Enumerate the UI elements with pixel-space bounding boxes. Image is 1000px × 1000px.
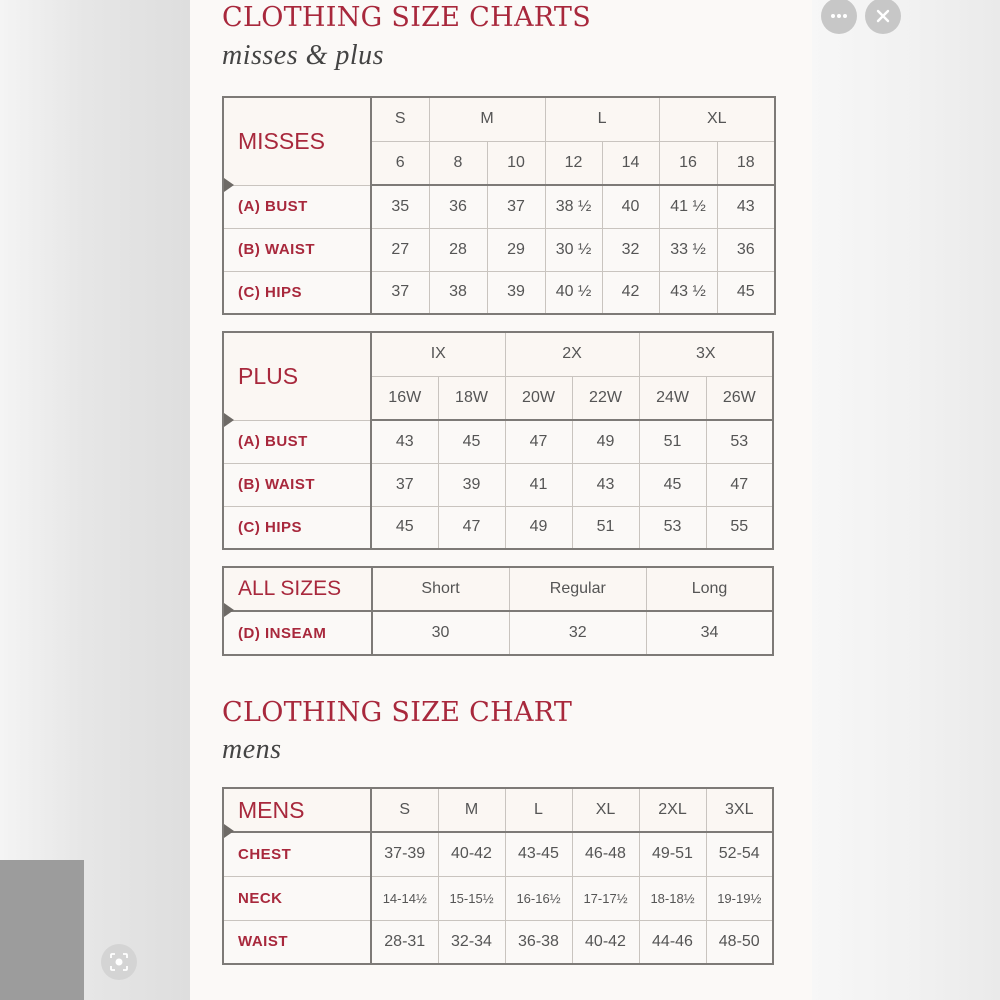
mens-label: MENS bbox=[223, 788, 371, 832]
table-cell: 37-39 bbox=[371, 832, 438, 876]
plus-table bbox=[222, 331, 774, 550]
table-cell: 40 ½ bbox=[545, 271, 602, 314]
mens-subtitle: mens bbox=[222, 734, 282, 765]
mens-size: L bbox=[505, 788, 572, 832]
row-label: WAIST bbox=[223, 920, 371, 964]
row-label: NECK bbox=[223, 876, 371, 920]
table-cell: 18-18½ bbox=[639, 876, 706, 920]
table-cell: 43-45 bbox=[505, 832, 572, 876]
misses-size: 16 bbox=[659, 141, 717, 185]
table-row bbox=[223, 420, 773, 463]
table-row bbox=[223, 832, 773, 876]
close-icon bbox=[876, 9, 890, 23]
table-cell: 41 ½ bbox=[659, 185, 717, 228]
table-cell: 38 bbox=[429, 271, 487, 314]
plus-group: 3X bbox=[639, 332, 773, 376]
misses-group: XL bbox=[659, 97, 775, 141]
misses-size: 12 bbox=[545, 141, 602, 185]
table-cell: 55 bbox=[706, 506, 773, 549]
table-cell: 43 bbox=[717, 185, 775, 228]
table-row bbox=[223, 876, 773, 920]
table-cell: 32-34 bbox=[438, 920, 505, 964]
table-cell: 40 bbox=[602, 185, 659, 228]
row-label: (B) WAIST bbox=[223, 463, 371, 506]
table-cell: 40-42 bbox=[438, 832, 505, 876]
misses-group: S bbox=[371, 97, 429, 141]
table-cell: 48-50 bbox=[706, 920, 773, 964]
table-cell: 47 bbox=[706, 463, 773, 506]
visual-search-icon bbox=[109, 952, 129, 972]
table-row bbox=[223, 463, 773, 506]
table-cell: 53 bbox=[706, 420, 773, 463]
mens-title: CLOTHING SIZE CHART bbox=[222, 697, 573, 728]
table-cell: 36 bbox=[717, 228, 775, 271]
table-cell: 49 bbox=[572, 420, 639, 463]
plus-size: 22W bbox=[572, 376, 639, 420]
table-row bbox=[223, 271, 775, 314]
misses-table bbox=[222, 96, 776, 315]
table-cell: 53 bbox=[639, 506, 706, 549]
table-cell: 32 bbox=[509, 611, 647, 655]
left-backdrop bbox=[0, 0, 190, 1000]
visual-search-button[interactable] bbox=[101, 944, 137, 980]
mens-size: XL bbox=[572, 788, 639, 832]
table-cell: 45 bbox=[371, 506, 438, 549]
table-cell: 19-19½ bbox=[706, 876, 773, 920]
all-sizes-label: ALL SIZES bbox=[223, 567, 372, 611]
table-cell: 27 bbox=[371, 228, 429, 271]
table-cell: 32 bbox=[602, 228, 659, 271]
table-cell: 51 bbox=[639, 420, 706, 463]
table-cell: 52-54 bbox=[706, 832, 773, 876]
misses-size: 6 bbox=[371, 141, 429, 185]
table-row bbox=[223, 611, 773, 655]
plus-group: 2X bbox=[505, 332, 639, 376]
table-row bbox=[223, 506, 773, 549]
plus-group: IX bbox=[371, 332, 505, 376]
table-cell: 37 bbox=[371, 271, 429, 314]
left-dark-strip bbox=[0, 860, 84, 1000]
mens-size: 3XL bbox=[706, 788, 773, 832]
table-cell: 42 bbox=[602, 271, 659, 314]
plus-size: 20W bbox=[505, 376, 572, 420]
table-cell: 44-46 bbox=[639, 920, 706, 964]
table-cell: 14-14½ bbox=[371, 876, 438, 920]
misses-group: M bbox=[429, 97, 545, 141]
table-cell: 39 bbox=[438, 463, 505, 506]
row-label: CHEST bbox=[223, 832, 371, 876]
row-label: (A) BUST bbox=[223, 420, 371, 463]
table-cell: 33 ½ bbox=[659, 228, 717, 271]
table-cell: 37 bbox=[371, 463, 438, 506]
table-cell: 29 bbox=[487, 228, 545, 271]
table-cell: 34 bbox=[647, 611, 773, 655]
mens-size: S bbox=[371, 788, 438, 832]
table-cell: 45 bbox=[639, 463, 706, 506]
plus-size: 18W bbox=[438, 376, 505, 420]
table-cell: 36 bbox=[429, 185, 487, 228]
table-cell: 43 bbox=[572, 463, 639, 506]
table-cell: 43 bbox=[371, 420, 438, 463]
table-cell: 43 ½ bbox=[659, 271, 717, 314]
table-cell: 36-38 bbox=[505, 920, 572, 964]
table-cell: 15-15½ bbox=[438, 876, 505, 920]
misses-plus-title: CLOTHING SIZE CHARTS bbox=[222, 2, 591, 33]
misses-plus-subtitle: misses & plus bbox=[222, 40, 385, 71]
mens-table bbox=[222, 787, 774, 965]
table-cell: 16-16½ bbox=[505, 876, 572, 920]
table-cell: 30 ½ bbox=[545, 228, 602, 271]
table-cell: 49 bbox=[505, 506, 572, 549]
table-row bbox=[223, 185, 775, 228]
misses-label: MISSES bbox=[223, 97, 371, 185]
misses-size: 14 bbox=[602, 141, 659, 185]
table-cell: 46-48 bbox=[572, 832, 639, 876]
table-cell: 30 bbox=[372, 611, 510, 655]
misses-size: 10 bbox=[487, 141, 545, 185]
table-row bbox=[223, 920, 773, 964]
table-cell: 41 bbox=[505, 463, 572, 506]
right-backdrop bbox=[812, 0, 1000, 1000]
table-cell: 37 bbox=[487, 185, 545, 228]
table-cell: 47 bbox=[505, 420, 572, 463]
row-label: (D) INSEAM bbox=[223, 611, 372, 655]
table-cell: 28 bbox=[429, 228, 487, 271]
misses-size: 8 bbox=[429, 141, 487, 185]
misses-group: L bbox=[545, 97, 659, 141]
length-label: Short bbox=[372, 567, 510, 611]
length-label: Long bbox=[647, 567, 773, 611]
table-row bbox=[223, 228, 775, 271]
length-label: Regular bbox=[509, 567, 647, 611]
table-cell: 38 ½ bbox=[545, 185, 602, 228]
table-cell: 47 bbox=[438, 506, 505, 549]
plus-size: 24W bbox=[639, 376, 706, 420]
table-cell: 17-17½ bbox=[572, 876, 639, 920]
more-horizontal-icon bbox=[830, 13, 848, 19]
inseam-table bbox=[222, 566, 774, 656]
table-cell: 35 bbox=[371, 185, 429, 228]
table-cell: 45 bbox=[438, 420, 505, 463]
plus-label: PLUS bbox=[223, 332, 371, 420]
row-label: (A) BUST bbox=[223, 185, 371, 228]
table-cell: 39 bbox=[487, 271, 545, 314]
table-cell: 45 bbox=[717, 271, 775, 314]
plus-size: 26W bbox=[706, 376, 773, 420]
table-cell: 40-42 bbox=[572, 920, 639, 964]
mens-size: 2XL bbox=[639, 788, 706, 832]
row-label: (C) HIPS bbox=[223, 506, 371, 549]
mens-size: M bbox=[438, 788, 505, 832]
plus-size: 16W bbox=[371, 376, 438, 420]
table-cell: 51 bbox=[572, 506, 639, 549]
row-label: (C) HIPS bbox=[223, 271, 371, 314]
row-label: (B) WAIST bbox=[223, 228, 371, 271]
table-cell: 49-51 bbox=[639, 832, 706, 876]
table-cell: 28-31 bbox=[371, 920, 438, 964]
misses-size: 18 bbox=[717, 141, 775, 185]
